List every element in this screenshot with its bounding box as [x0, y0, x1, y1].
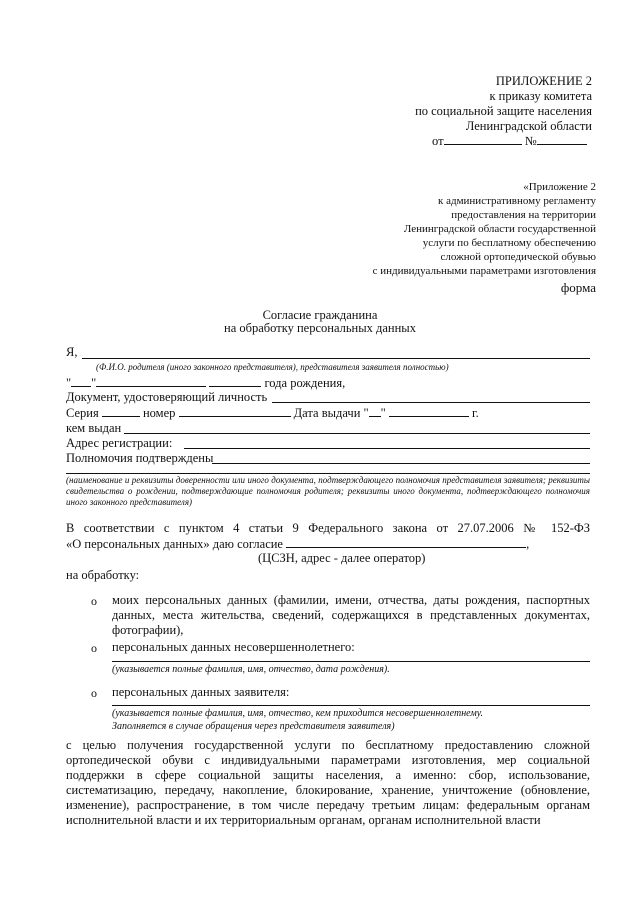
authority-field[interactable] — [212, 463, 590, 464]
document-subtitle: на обработку персональных данных — [224, 321, 416, 335]
appendix-date-line — [432, 133, 587, 149]
applicant-data-hint-2: Заполняется в случае обращения через представителя заявителя) — [112, 721, 395, 732]
date-label: от — [432, 134, 444, 148]
ya-label: Я, — [66, 345, 78, 359]
issue-month-field[interactable] — [389, 405, 469, 417]
number-label: № — [524, 134, 537, 148]
date-field[interactable] — [444, 133, 522, 145]
item-applicant-data: персональных данных заявителя: — [112, 685, 290, 699]
appendix-region: Ленинградской области — [465, 119, 592, 133]
regulation-line-7: с индивидуальными параметрами изготовления — [372, 265, 596, 277]
issue-date-label: Дата выдачи " — [293, 406, 369, 420]
address-field[interactable] — [184, 448, 590, 449]
id-document-field[interactable] — [272, 402, 590, 403]
regulation-line-3: предоставления на территории — [451, 209, 596, 221]
appendix-title: ПРИЛОЖЕНИЕ 2 — [495, 74, 592, 88]
consent-line: «О персональных данных» даю согласие , — [66, 537, 530, 551]
minor-data-field[interactable] — [112, 661, 590, 662]
operator-field[interactable] — [286, 536, 526, 548]
bullet-3: o — [91, 686, 97, 700]
operator-hint: (ЦСЗН, адрес - далее оператор) — [258, 551, 426, 565]
passport-number-field[interactable] — [179, 405, 291, 417]
document-title: Согласие гражданина — [262, 308, 378, 322]
appendix-committee: по социальной защите населения — [415, 104, 592, 118]
series-label: Серия — [66, 406, 99, 420]
passport-line: Серия номер Дата выдачи " " г. — [66, 406, 479, 420]
address-label: Адрес регистрации: — [66, 436, 173, 450]
birth-date-line: " " года рождения, — [66, 376, 346, 390]
authority-label: Полномочия подтверждены — [66, 451, 214, 465]
birth-day-field[interactable] — [71, 375, 91, 387]
minor-data-hint: (указывается полные фамилия, имя, отчество, дата рождения). — [112, 664, 390, 675]
year-suffix: г. — [471, 406, 479, 420]
regulation-line-2: к административному регламенту — [438, 195, 596, 207]
regulation-line-4: Ленинградской области государственной — [403, 223, 596, 235]
number-label-passport: номер — [142, 406, 176, 420]
item-own-data: моих персональных данных (фамилии, имени, отчества, даты рождения, паспортных данных, места жительства, сведений, содержащихся в представленных документах, фотографии), — [112, 593, 590, 637]
appendix-order-ref: к приказу комитета — [489, 89, 592, 103]
birth-label: года рождения, — [264, 376, 346, 390]
number-field[interactable] — [537, 133, 587, 145]
id-document-label: Документ, удостоверяющий личность — [66, 390, 268, 404]
processing-label: на обработку: — [66, 568, 140, 582]
regulation-line-5: услуги по бесплатному обеспечению — [422, 237, 596, 249]
birth-month-field[interactable] — [96, 375, 206, 387]
issued-by-field[interactable] — [124, 433, 590, 434]
purpose-paragraph: с целью получения государственной услуги по бесплатному предоставлению сложной ортопедической обуви с индивидуальными параметрами изготовления, мер социальной поддержки в сфере социальной защиты населения, а именно: сбор, использование, систематизацию, передачу, накопление, блокирование, хранение, уничтожение (обновление, изменение), распространение, в том числе передачу третьим лицам: федеральным органам исполнительной власти и их территориальным органам, органам исполнительной власти — [66, 738, 590, 827]
item-minor-data: персональных данных несовершеннолетнего: — [112, 640, 355, 654]
series-field[interactable] — [102, 405, 140, 417]
authority-hint: (наименование и реквизиты доверенности или иного документа, подтверждающего полномочия представителя заявителя; реквизиты свидетельства о рождении, подтверждающие полномочия родителя; реквизиты иного документа, подтверждающего полномочия иного законного представителя) — [66, 475, 590, 507]
fullname-field[interactable] — [82, 358, 590, 359]
issued-by-label: кем выдан — [66, 421, 122, 435]
law-reference: В соответствии с пунктом 4 статьи 9 Федерального закона от 27.07.2006 № 152-ФЗ — [66, 521, 590, 535]
regulation-line-1: «Приложение 2 — [523, 181, 596, 193]
applicant-data-field[interactable] — [112, 705, 590, 706]
form-label: форма — [560, 280, 596, 295]
applicant-data-hint-1: (указывается полные фамилия, имя, отчество, кем приходится несовершеннолетнему. — [112, 708, 484, 719]
issue-day-field[interactable] — [369, 405, 381, 417]
fullname-hint: (Ф.И.О. родителя (иного законного представителя), представителя заявителя полностью) — [96, 362, 449, 372]
authority-field-2[interactable] — [66, 473, 590, 474]
bullet-2: o — [91, 641, 97, 655]
regulation-line-6: сложной ортопедической обувью — [440, 251, 596, 263]
birth-year-field[interactable] — [209, 375, 261, 387]
bullet-1: o — [91, 594, 97, 608]
